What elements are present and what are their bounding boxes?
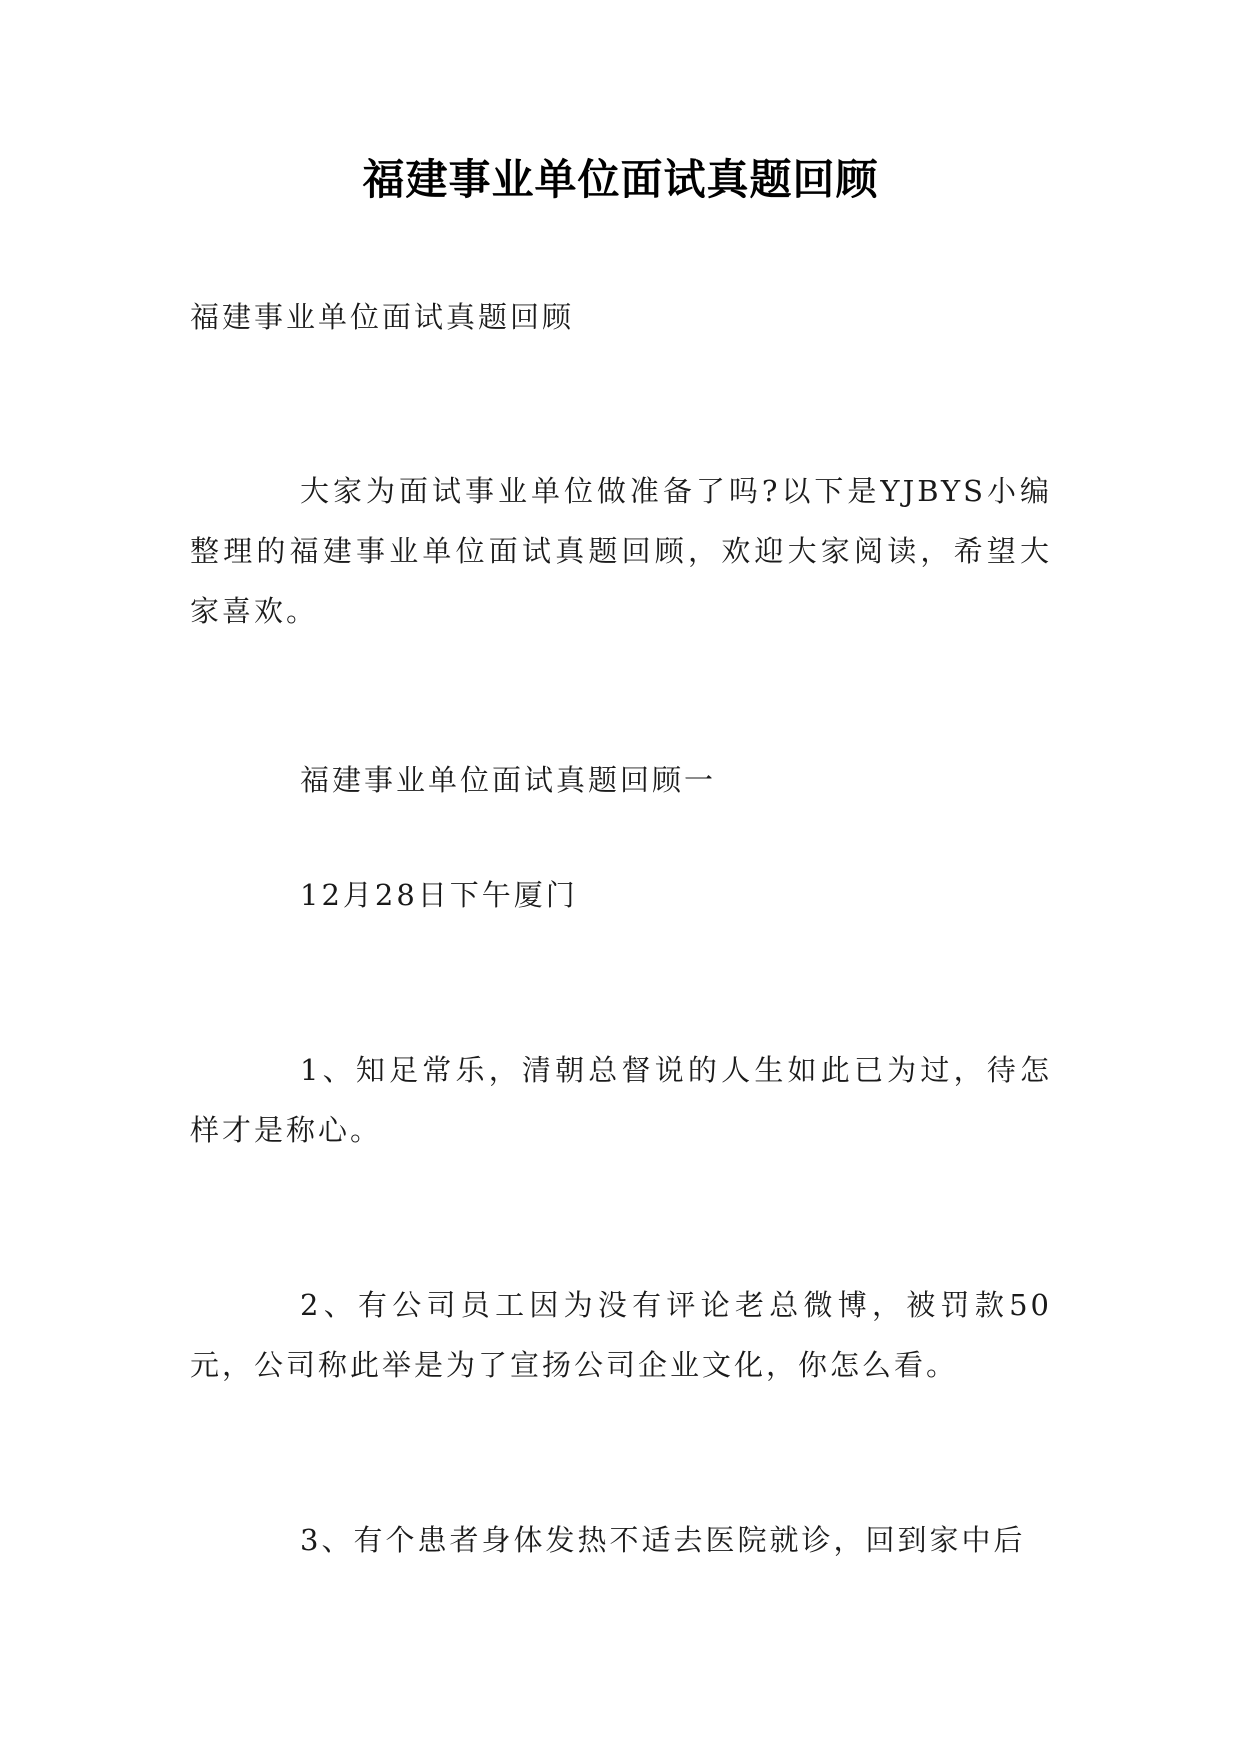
question-1: 1、知足常乐，清朝总督说的人生如此已为过，待怎样才是称心。 (190, 1053, 1052, 1147)
question-2: 2、有公司员工因为没有评论老总微博，被罚款50元，公司称此举是为了宣扬公司企业文化，你怎么看。 (190, 1288, 1052, 1382)
question-3: 3、有个患者身体发热不适去医院就诊，回到家中后 (300, 1523, 1026, 1557)
document-title: 福建事业单位面试真题回顾 (362, 155, 879, 204)
section-heading: 福建事业单位面试真题回顾一 (300, 763, 717, 797)
intro-paragraph: 大家为面试事业单位做准备了吗?以下是YJBYS小编整理的福建事业单位面试真题回顾，欢迎大家阅读，希望大家喜欢。 (190, 474, 1052, 628)
date-line: 12月28日下午厦门 (300, 878, 578, 912)
document-subtitle: 福建事业单位面试真题回顾 (190, 300, 575, 334)
